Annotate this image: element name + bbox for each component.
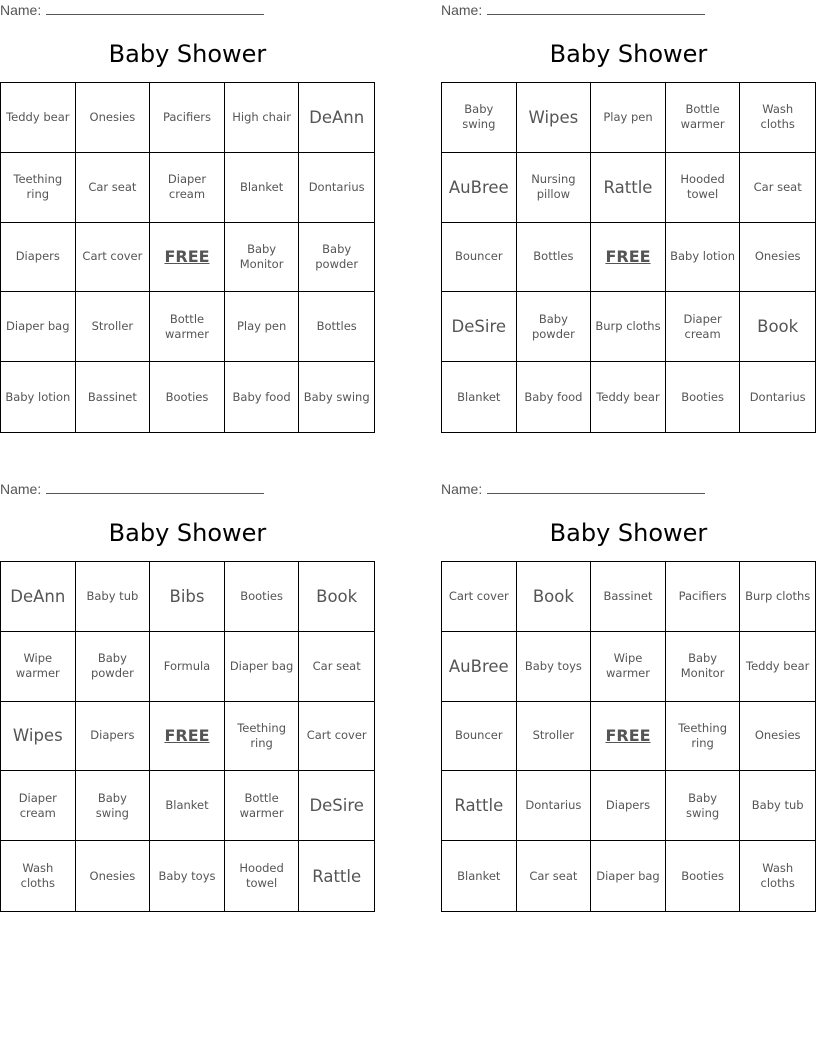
- bingo-cell[interactable]: Onesies: [740, 223, 815, 293]
- bingo-cell[interactable]: Dontarius: [749, 389, 806, 404]
- free-space[interactable]: FREE: [591, 702, 666, 772]
- bingo-cell[interactable]: Teddy bear: [1, 83, 76, 153]
- bingo-cell[interactable]: Baby swing: [442, 83, 517, 153]
- bingo-cell[interactable]: Book: [299, 562, 374, 632]
- bingo-cell[interactable]: Bassinet: [76, 362, 151, 432]
- name-label: Name:: [0, 481, 42, 497]
- bingo-cell[interactable]: Baby powder: [517, 292, 592, 362]
- card-title: Baby Shower: [108, 519, 267, 547]
- bingo-cell[interactable]: Cart cover: [442, 562, 517, 632]
- bingo-cell[interactable]: DeSire: [442, 292, 517, 362]
- bingo-cell[interactable]: Bouncer: [442, 702, 517, 772]
- card-title: Baby Shower: [549, 519, 708, 547]
- bingo-cell[interactable]: Teething ring: [666, 702, 741, 772]
- name-field[interactable]: [441, 2, 705, 18]
- bingo-card-3: [0, 479, 375, 919]
- bingo-cell[interactable]: Baby swing: [303, 389, 370, 404]
- bingo-cell[interactable]: Baby toys: [150, 841, 225, 911]
- bingo-cell[interactable]: Bottles: [299, 292, 374, 362]
- bingo-cell[interactable]: Blanket: [442, 841, 517, 911]
- bingo-cell[interactable]: Baby powder: [299, 223, 374, 293]
- bingo-cell[interactable]: Bottle warmer: [225, 771, 300, 841]
- bingo-cell[interactable]: DeAnn: [299, 83, 374, 153]
- bingo-cell[interactable]: Wipe warmer: [1, 632, 76, 702]
- name-field[interactable]: [0, 2, 264, 18]
- bingo-cell[interactable]: Diaper cream: [1, 771, 76, 841]
- bingo-cell[interactable]: Bibs: [150, 562, 225, 632]
- bingo-cell[interactable]: Car seat: [299, 632, 374, 702]
- name-underline: [46, 481, 264, 494]
- bingo-cell[interactable]: Booties: [150, 362, 225, 432]
- bingo-cell[interactable]: Blanket: [225, 153, 300, 223]
- bingo-cell[interactable]: Diaper cream: [666, 292, 741, 362]
- bingo-cell[interactable]: Teddy bear: [591, 362, 666, 432]
- name-label: Name:: [0, 2, 42, 18]
- bingo-cell[interactable]: Dontarius: [517, 771, 592, 841]
- bingo-cell[interactable]: Baby swing: [76, 771, 151, 841]
- bingo-cell[interactable]: Hooded towel: [666, 153, 741, 223]
- bingo-cell[interactable]: Bottles: [517, 223, 592, 293]
- bingo-cell[interactable]: High chair: [225, 83, 300, 153]
- bingo-cell[interactable]: Stroller: [517, 702, 592, 772]
- bingo-cell[interactable]: Teething ring: [1, 153, 76, 223]
- bingo-cell[interactable]: Wash cloths: [740, 83, 815, 153]
- bingo-cell[interactable]: Rattle: [312, 866, 362, 886]
- bingo-cell[interactable]: Wipes: [517, 83, 592, 153]
- bingo-cell[interactable]: Baby tub: [740, 771, 815, 841]
- bingo-cell[interactable]: Onesies: [76, 83, 151, 153]
- bingo-cell[interactable]: Diaper bag: [591, 841, 666, 911]
- bingo-cell[interactable]: Wipes: [1, 702, 76, 772]
- card-title: Baby Shower: [549, 40, 708, 68]
- bingo-cell[interactable]: Bassinet: [591, 562, 666, 632]
- bingo-cell[interactable]: Hooded towel: [225, 841, 300, 911]
- bingo-card-4: [441, 479, 816, 919]
- bingo-cell[interactable]: Baby Monitor: [666, 632, 741, 702]
- name-label: Name:: [441, 2, 483, 18]
- bingo-cell[interactable]: Burp cloths: [591, 292, 666, 362]
- name-field[interactable]: [0, 481, 264, 497]
- bingo-cell[interactable]: Book: [740, 292, 815, 362]
- bingo-cell[interactable]: Teddy bear: [740, 632, 815, 702]
- bingo-cell[interactable]: Wipe warmer: [591, 632, 666, 702]
- bingo-cell[interactable]: Teething ring: [225, 702, 300, 772]
- bingo-cell[interactable]: Stroller: [76, 292, 151, 362]
- bingo-cell[interactable]: Diapers: [591, 771, 666, 841]
- bingo-card-2: [441, 0, 816, 440]
- bingo-cell[interactable]: DeSire: [299, 771, 374, 841]
- bingo-cell[interactable]: Rattle: [591, 153, 666, 223]
- bingo-cell[interactable]: Baby food: [225, 362, 300, 432]
- bingo-cell[interactable]: Nursing pillow: [517, 153, 592, 223]
- bingo-cell[interactable]: Cart cover: [76, 223, 151, 293]
- card-title: Baby Shower: [108, 40, 267, 68]
- bingo-cell[interactable]: Car seat: [517, 841, 592, 911]
- bingo-cell[interactable]: Baby swing: [666, 771, 741, 841]
- bingo-cell[interactable]: Bouncer: [442, 223, 517, 293]
- bingo-grid: [0, 82, 375, 433]
- bingo-cell[interactable]: Bottle warmer: [150, 292, 225, 362]
- bingo-cell[interactable]: Diaper cream: [150, 153, 225, 223]
- bingo-cell[interactable]: Rattle: [442, 771, 517, 841]
- bingo-cell[interactable]: Blanket: [150, 771, 225, 841]
- bingo-cell[interactable]: Blanket: [442, 362, 517, 432]
- bingo-cell[interactable]: Pacifiers: [666, 562, 741, 632]
- bingo-cell[interactable]: Burp cloths: [740, 562, 815, 632]
- bingo-cell[interactable]: Diaper bag: [225, 632, 300, 702]
- bingo-cell[interactable]: Car seat: [740, 153, 815, 223]
- bingo-cell[interactable]: Diapers: [1, 223, 76, 293]
- bingo-card-1: [0, 0, 375, 440]
- name-underline: [46, 2, 264, 15]
- bingo-cell[interactable]: Formula: [150, 632, 225, 702]
- name-field[interactable]: [441, 481, 705, 497]
- bingo-cell[interactable]: DeAnn: [1, 562, 76, 632]
- bingo-cell[interactable]: AuBree: [442, 632, 517, 702]
- bingo-grid: [0, 561, 375, 912]
- name-label: Name:: [441, 481, 483, 497]
- bingo-grid: [441, 561, 816, 912]
- bingo-grid: [441, 82, 816, 433]
- bingo-cell[interactable]: Dontarius: [299, 153, 374, 223]
- bingo-cell[interactable]: Diaper bag: [1, 292, 76, 362]
- bingo-cell[interactable]: Onesies: [740, 702, 815, 772]
- free-space[interactable]: FREE: [150, 702, 225, 772]
- bingo-cell[interactable]: Wash cloths: [760, 861, 795, 891]
- bingo-cell[interactable]: Cart cover: [299, 702, 374, 772]
- bingo-cell[interactable]: Baby food: [517, 362, 592, 432]
- free-space[interactable]: FREE: [591, 223, 666, 293]
- bingo-cell[interactable]: Play pen: [591, 83, 666, 153]
- bingo-cell[interactable]: Play pen: [225, 292, 300, 362]
- bingo-cell[interactable]: AuBree: [442, 153, 517, 223]
- bingo-cell[interactable]: Bottle warmer: [666, 83, 741, 153]
- bingo-cell[interactable]: Booties: [225, 562, 300, 632]
- bingo-cell[interactable]: Book: [517, 562, 592, 632]
- bingo-cell[interactable]: Baby toys: [517, 632, 592, 702]
- bingo-cell[interactable]: Wash cloths: [1, 841, 76, 911]
- free-space[interactable]: FREE: [150, 223, 225, 293]
- bingo-cell[interactable]: Booties: [666, 362, 741, 432]
- bingo-cell[interactable]: Booties: [666, 841, 741, 911]
- name-underline: [487, 2, 705, 15]
- bingo-cell[interactable]: Diapers: [76, 702, 151, 772]
- name-underline: [487, 481, 705, 494]
- bingo-cell[interactable]: Baby lotion: [666, 223, 741, 293]
- bingo-cell[interactable]: Baby Monitor: [225, 223, 300, 293]
- bingo-cell[interactable]: Onesies: [76, 841, 151, 911]
- bingo-cell[interactable]: Pacifiers: [150, 83, 225, 153]
- bingo-cell[interactable]: Car seat: [76, 153, 151, 223]
- bingo-cell[interactable]: Baby powder: [76, 632, 151, 702]
- bingo-cell[interactable]: Baby tub: [76, 562, 151, 632]
- bingo-cell[interactable]: Baby lotion: [1, 362, 76, 432]
